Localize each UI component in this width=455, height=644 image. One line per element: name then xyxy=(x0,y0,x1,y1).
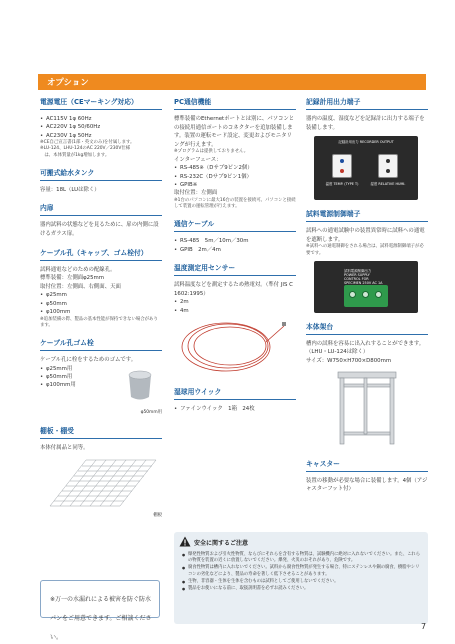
terminal-dot xyxy=(340,169,344,173)
shelf-caption: 棚板 xyxy=(153,513,162,519)
pc-mount: 取付位置：左側面 xyxy=(174,190,218,197)
safety-item: ● 爆発性物質および引火性物質、ならびにそれらを含有する物質は、試験機内に絶対に入れないでください。また、これらの物質を装置の近くに放置しないでください。爆発、火災のおそれがあり、危険です。 xyxy=(182,552,422,564)
section-recorder xyxy=(306,96,428,200)
list-item: • ファインウイック 1箱 24枚 xyxy=(174,405,296,413)
section-inner-door xyxy=(40,202,162,238)
recorder-outlet-hum xyxy=(378,154,398,178)
control-panel-text: 試料電源制御出力 POWER SUPPLY CONTROL FOR SPECIMEN 250V AC 1A xyxy=(344,268,383,285)
section-pc xyxy=(174,96,296,210)
stand-image xyxy=(336,370,398,446)
voltage-note: は、本体質量が1kg増加します。 xyxy=(40,152,110,158)
section-stand xyxy=(306,321,428,450)
heading-cable-hole: ケーブル孔（キャップ、ゴム栓付） xyxy=(40,247,162,261)
section-control xyxy=(306,208,428,313)
terminal-screw xyxy=(349,291,356,298)
terminal-screw xyxy=(375,291,382,298)
safety-list xyxy=(182,552,422,593)
notice-text: ※万一の水漏れによる被害を防ぐ防水パンをご用意できます。ご相談ください。 xyxy=(50,596,152,641)
list-item: • AC220V 1φ 50/60Hz xyxy=(40,123,162,131)
safety-title: 安全に関するご注意 xyxy=(194,540,249,547)
section-caster xyxy=(306,458,428,494)
list-item: • φ25mm用 xyxy=(40,365,162,373)
cable-hole-line: 標準装備：左側面φ25mm xyxy=(40,275,105,282)
list-item: • GPIB 2m／4m xyxy=(174,246,296,254)
cable-hole-line: 取付位置：左側面、右側面、天面 xyxy=(40,283,121,290)
voltage-list xyxy=(40,115,162,140)
terminal-dot xyxy=(386,159,390,163)
recorder-temp-label: 温度 TEMP. (TYPE T) xyxy=(325,182,359,187)
voltage-note: ※LU-124、LHU-124のAC 220V／230V仕様 xyxy=(40,146,131,152)
list-item: • 4m xyxy=(174,307,296,315)
pc-note: ※プログラムは提供しておりません。 xyxy=(174,149,249,155)
pc-text: 標準装備のEthernetポートとは別に、パソコンとの接続用通信ポートのコネクターを追加装備します。装置の運転モード設定、変更およびモニタリングが行えます。 xyxy=(174,116,295,148)
shelf-text: 本体付属品と同等。 xyxy=(40,444,89,451)
section-wick xyxy=(174,386,296,413)
section-sensor xyxy=(174,262,296,378)
list-item: • AC115V 1φ 60Hz xyxy=(40,115,162,123)
section-cable-hole xyxy=(40,247,162,329)
stand-text: 槽内の試料を容易に出入れすることができます。（LHU・LU-124は除く） xyxy=(306,340,425,356)
pc-note: ※1台のパソコンに最大16台の装置を接続可。パソコンと接続して装置の運転管理が行えます。 xyxy=(174,197,296,210)
section-rubber-plug xyxy=(40,337,162,417)
waterproof-pan-notice xyxy=(40,580,160,641)
list-item: • φ100mm xyxy=(40,308,162,316)
column-right xyxy=(306,96,428,502)
section-tank xyxy=(40,167,162,195)
rubber-plug-image xyxy=(126,369,154,403)
list-item: • φ100mm用 xyxy=(40,381,162,389)
recorder-outlet-temp xyxy=(332,154,352,178)
list-item: • φ50mm用 xyxy=(40,373,162,381)
heading-wick: 湿球用ウイック xyxy=(174,386,296,400)
rubber-plug-text: ケーブル孔に栓をするためのゴムです。 xyxy=(40,357,137,364)
cable-hole-line: 試料通電などのための配線孔。 xyxy=(40,266,116,273)
safety-box xyxy=(174,532,428,624)
heading-tank: 可搬式給水タンク xyxy=(40,167,162,181)
pc-interface-label: インターフェース： xyxy=(174,156,222,163)
heading-pc: PC通信機能 xyxy=(174,96,296,110)
page-number: 7 xyxy=(421,622,427,631)
recorder-panel-title: 記録計用出力 RECORDER OUTPUT xyxy=(338,140,394,145)
sensor-text: 試料温度などを測定するため熱電対。（準付 JIS C 1602:1995） xyxy=(174,282,293,297)
list-item: • GPIB※ xyxy=(174,181,296,189)
list-item: • RS-232C（Dサブ9ピン1個） xyxy=(174,173,296,181)
control-note: ※試料への通電制御をされる場合は、試料電源制御端子が必要です。 xyxy=(306,244,424,256)
heading-stand: 本体架台 xyxy=(306,321,428,335)
terminal-dot xyxy=(386,169,390,173)
control-text: 試料への通電試験中の装置異常時に試料への通電を遮断します。 xyxy=(306,228,425,243)
list-item: • 2m xyxy=(174,298,296,306)
terminal-block xyxy=(344,285,388,307)
recorder-hum-label: 湿度 RELATIVE HUMI. xyxy=(370,182,406,187)
heading-cable: 通信ケーブル xyxy=(174,218,296,232)
column-left xyxy=(40,96,162,528)
heading-recorder: 記録計用出力端子 xyxy=(306,96,428,110)
warning-icon xyxy=(179,536,191,547)
inner-door-text: 器内試料の状態などを見るために、扉の内側に設けるガラス扉。 xyxy=(40,222,159,238)
heading-rubber-plug: ケーブル孔ゴム栓 xyxy=(40,337,162,351)
heading-shelf: 棚板・棚受 xyxy=(40,425,162,439)
list-item: • AC230V 1φ 50Hz xyxy=(40,132,162,140)
safety-item: ● 生物、非容器・生体を生体を含むものは試料としてご使用しないでください。 xyxy=(182,579,422,585)
recorder-panel-image xyxy=(314,136,418,200)
cable-list xyxy=(174,237,296,254)
heading-sensor: 温度測定用センサー xyxy=(174,262,296,276)
list-item: • φ25mm xyxy=(40,291,162,299)
shelf-grid-image xyxy=(46,456,158,510)
section-cable xyxy=(174,218,296,254)
rubber-plug-caption: φ50mm用 xyxy=(140,409,162,415)
caster-text: 装置の移動が必要な場合に装備します。4個（アジャスターフット付） xyxy=(306,477,428,493)
terminal-dot xyxy=(340,159,344,163)
cable-hole-sizes xyxy=(40,291,162,316)
banner-title: オプション xyxy=(47,78,89,88)
recorder-text: 器内の温度、湿度などを記録計に出力する端子を装備します。 xyxy=(306,116,425,131)
options-banner xyxy=(38,74,426,90)
terminal-screw xyxy=(362,291,369,298)
column-middle xyxy=(174,96,296,422)
voltage-note: ※CE自己宣言書(1部・英文のみ)を付属します。 xyxy=(40,140,135,146)
heading-caster: キャスター xyxy=(306,458,428,472)
heading-control: 試料電源制御端子 xyxy=(306,208,428,222)
heading-voltage: 電源電圧（CEマーキング対応） xyxy=(40,96,162,110)
heading-inner-door: 内扉 xyxy=(40,202,162,216)
safety-item: ● 製品をお使いになる前に、取扱説明書を必ずお読みください。 xyxy=(182,586,422,592)
cable-hole-note: ※追加装備の際、製品の基本性能が保持できない場合があります。 xyxy=(40,316,158,328)
list-item: • RS-485※（Dサブ9ピン2個） xyxy=(174,164,296,172)
section-voltage xyxy=(40,96,162,159)
sensor-wire-image xyxy=(178,316,288,374)
wick-list xyxy=(174,405,296,413)
stand-size: サイズ：W750×H700×D800mm xyxy=(306,357,392,364)
safety-item: ● 腐食性物質は槽内に入れないでください。試料から腐食性物質が発生する場合、特にステンレスや銅の腐食、樹脂やシリコンの劣化などにより、製品の寿命を著しく低下させることがあります。 xyxy=(182,565,422,577)
list-item: • RS-485 5m／10m／30m xyxy=(174,237,296,245)
tank-text: 容量：18L（LUは除く） xyxy=(40,186,100,193)
pc-interface-list xyxy=(174,164,296,189)
section-shelf xyxy=(40,425,162,521)
list-item: • φ50mm xyxy=(40,300,162,308)
sensor-list xyxy=(174,298,296,315)
control-panel-image xyxy=(314,261,418,313)
